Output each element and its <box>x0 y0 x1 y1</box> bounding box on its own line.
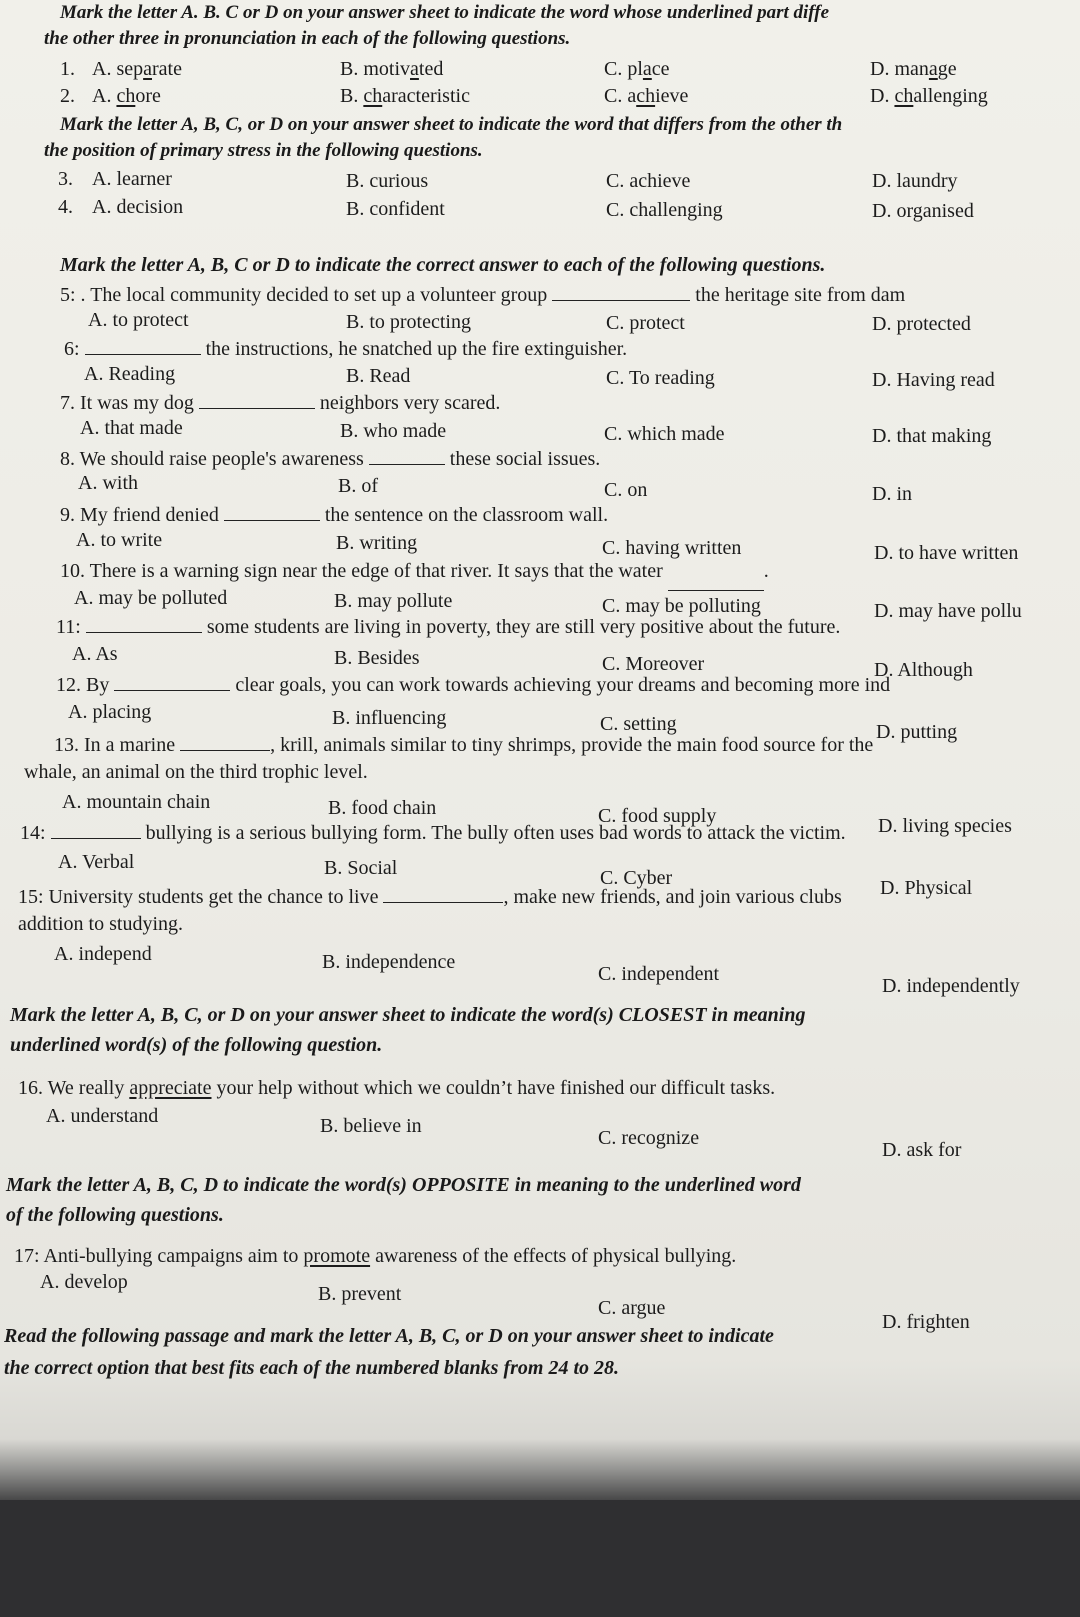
q7-option-b: B. who made <box>340 420 447 442</box>
underlined-part: a <box>143 58 152 80</box>
q2-option-b <box>340 84 470 108</box>
answer-blank <box>199 390 315 409</box>
q6-option-b: B. Read <box>346 365 411 387</box>
q12-option-d: D. putting <box>876 721 958 743</box>
q10-option-a: A. may be polluted <box>74 587 228 609</box>
opt-text: D. <box>870 85 895 107</box>
q4-number: 4. <box>58 196 73 218</box>
stem-text: 8. We should raise people's awareness <box>60 448 364 470</box>
q14-option-c: C. Cyber <box>600 867 673 889</box>
opt-text: C. pl <box>604 58 643 80</box>
q8-option-a: A. with <box>78 472 138 494</box>
opt-text: A. sep <box>92 58 144 80</box>
q13-option-a: A. mountain chain <box>62 791 211 813</box>
q11-option-a: A. As <box>72 643 118 665</box>
q13-stem-line2: whale, an animal on the third trophic level. <box>24 761 368 783</box>
stem-text: 10. There is a warning sign near the edge of that river. It says that the water <box>60 560 663 582</box>
q2-option-d <box>870 84 988 108</box>
underlined-part: ch <box>116 85 136 107</box>
opt-text: ieve <box>655 85 689 107</box>
underlined-part: a <box>642 58 652 80</box>
q8-stem <box>60 446 600 471</box>
stem-text: 9. My friend denied <box>60 504 219 526</box>
underlined-part: a <box>410 58 419 80</box>
instruction-line: Mark the letter A, B, C, or D on your answer sheet to indicate the word that differs from the other th <box>60 114 843 135</box>
q8-option-b: B. of <box>338 475 378 497</box>
q12-option-c: C. setting <box>600 713 677 735</box>
q17-stem <box>14 1244 736 1268</box>
q15-option-c: C. independent <box>598 963 720 985</box>
q5-option-b: B. to protecting <box>346 311 471 333</box>
q10-option-c: C. may be polluting <box>602 595 761 617</box>
instruction-line: Mark the letter A. B. C or D on your answer sheet to indicate the word whose underlined part diffe <box>60 2 830 23</box>
stem-text: , krill, animals similar to tiny shrimps, provide the main food source for the <box>270 734 874 756</box>
q17-option-c: C. argue <box>598 1297 666 1319</box>
instruction-line: of the following questions. <box>6 1204 224 1226</box>
q15-stem-line2: addition to studying. <box>18 913 183 935</box>
instruction-closest-meaning <box>10 1000 1070 1060</box>
dark-background-edge <box>0 1500 1080 1617</box>
q5-option-a: A. to protect <box>88 309 189 331</box>
q17-option-b: B. prevent <box>318 1283 402 1305</box>
stem-text: 11: <box>56 616 81 638</box>
underlined-part: ch <box>363 85 383 107</box>
stem-text: the sentence on the classroom wall. <box>324 504 609 526</box>
instruction-opposite-meaning <box>6 1170 1066 1230</box>
underlined-part: ch <box>636 85 656 107</box>
q13-stem <box>54 732 873 757</box>
q16-stem <box>18 1076 775 1100</box>
q10-option-d: D. may have pollu <box>874 600 1022 622</box>
opt-text: B. motiv <box>340 58 411 80</box>
q7-option-a: A. that made <box>80 417 183 439</box>
q12-option-a: A. placing <box>68 701 152 723</box>
q14-option-a: A. Verbal <box>58 851 135 873</box>
q11-option-c: C. Moreover <box>602 653 705 675</box>
answer-blank <box>668 572 764 591</box>
opt-text: C. a <box>604 85 637 107</box>
stem-text: the heritage site from dam <box>695 284 906 306</box>
q8-option-d: D. in <box>872 483 912 505</box>
q15-option-d: D. independently <box>882 975 1020 997</box>
underlined-part: a <box>928 58 938 80</box>
instruction-line: the correct option that best fits each of the numbered blanks from 24 to 28. <box>4 1357 620 1379</box>
stem-text: 12. By <box>56 674 110 696</box>
stem-text: 15: University students get the chance to live <box>18 886 379 908</box>
q13-option-b: B. food chain <box>328 797 437 819</box>
q9-option-a: A. to write <box>76 529 163 551</box>
answer-blank <box>224 502 320 521</box>
stem-text: 6: <box>64 338 80 360</box>
instruction-line: Mark the letter A, B, C or D to indicate the correct answer to each of the following questions. <box>60 254 826 276</box>
q1-option-a <box>92 57 182 81</box>
q3-option-d: D. laundry <box>872 170 958 192</box>
opt-text: ore <box>135 85 161 107</box>
stem-text: , make new friends, and join various clubs <box>503 886 842 908</box>
q5-option-c: C. protect <box>606 312 685 334</box>
q11-option-d: D. Although <box>874 659 973 681</box>
stem-text: 16. We really <box>18 1077 130 1099</box>
instruction-line: the other three in pronunciation in each of the following questions. <box>44 28 571 49</box>
instruction-line: Read the following passage and mark the letter A, B, C, or D on your answer sheet to indicate <box>4 1325 774 1347</box>
q1-option-d <box>870 57 957 81</box>
answer-blank <box>383 884 503 903</box>
q12-stem <box>56 672 890 697</box>
q15-stem <box>18 884 842 909</box>
answer-blank <box>114 672 230 691</box>
instruction-line: underlined word(s) of the following question. <box>10 1034 383 1056</box>
stem-text: bullying is a serious bullying form. The bully often uses bad words to attack the victim. <box>145 822 846 844</box>
q9-stem <box>60 502 608 527</box>
q4-option-a: A. decision <box>92 196 184 218</box>
instruction-line: Mark the letter A, B, C, D to indicate the word(s) OPPOSITE in meaning to the underlined word <box>6 1174 801 1196</box>
q6-option-d: D. Having read <box>872 369 995 391</box>
q1-option-b <box>340 57 443 81</box>
q2-option-a <box>92 84 161 108</box>
q4-option-b: B. confident <box>346 198 445 220</box>
stem-text: some students are living in poverty, they are still very positive about the future. <box>206 616 841 638</box>
stem-text: . <box>763 560 769 582</box>
q7-option-d: D. that making <box>872 425 992 447</box>
q10-option-b: B. may pollute <box>334 590 453 612</box>
q16-option-a: A. understand <box>46 1105 159 1127</box>
q14-option-d: D. Physical <box>880 877 973 899</box>
opt-text: ted <box>418 58 444 80</box>
q1-number: 1. <box>60 58 75 80</box>
q4-option-c: C. challenging <box>606 199 723 221</box>
answer-blank <box>180 732 270 751</box>
q6-option-c: C. To reading <box>606 367 715 389</box>
q14-stem <box>20 820 846 845</box>
q5-option-d: D. protected <box>872 313 971 335</box>
stem-text: the instructions, he snatched up the fire extinguisher. <box>205 338 628 360</box>
stem-text: 17: Anti-bullying campaigns aim to <box>14 1245 304 1267</box>
opt-text: A. <box>92 85 117 107</box>
instruction-line: Mark the letter A, B, C, or D on your answer sheet to indicate the word(s) CLOSEST in meaning <box>10 1004 806 1026</box>
opt-text: D. man <box>870 58 929 80</box>
stem-text: 7. It was my dog <box>60 392 194 414</box>
q11-stem <box>56 614 840 639</box>
stem-text: clear goals, you can work towards achieving your dreams and becoming more ind <box>235 674 891 696</box>
opt-text: rate <box>152 58 182 80</box>
answer-blank <box>369 446 445 465</box>
q11-option-b: B. Besides <box>334 647 420 669</box>
q16-option-d: D. ask for <box>882 1139 962 1161</box>
q4-option-d: D. organised <box>872 200 974 222</box>
underlined-part: ch <box>894 85 914 107</box>
q13-option-d: D. living species <box>878 815 1012 837</box>
stem-text: 13. In a marine <box>54 734 176 756</box>
stem-text: neighbors very scared. <box>319 392 501 414</box>
stem-text: your help without which we couldn’t have finished our difficult tasks. <box>211 1077 776 1099</box>
q3-option-b: B. curious <box>346 170 429 192</box>
q7-stem <box>60 390 500 415</box>
q9-option-b: B. writing <box>336 532 418 554</box>
instruction-read-passage <box>4 1320 1064 1384</box>
instruction-correct-answer <box>60 252 1080 278</box>
q13-option-c: C. food supply <box>598 805 717 827</box>
q3-option-c: C. achieve <box>606 170 691 192</box>
q2-option-c <box>604 84 688 108</box>
q5-stem <box>60 282 905 307</box>
stem-text: 5: . The local community decided to set up a volunteer group <box>60 284 548 306</box>
q8-option-c: C. on <box>604 479 648 501</box>
opt-text: aracteristic <box>382 85 470 107</box>
opt-text: ce <box>651 58 670 80</box>
answer-blank <box>85 336 201 355</box>
q2-number: 2. <box>60 85 75 107</box>
q17-option-d: D. frighten <box>882 1311 970 1333</box>
q9-option-d: D. to have written <box>874 542 1019 564</box>
q15-option-b: B. independence <box>322 951 456 973</box>
stem-text: these social issues. <box>449 448 601 470</box>
answer-blank <box>552 282 690 301</box>
q16-option-c: C. recognize <box>598 1127 700 1149</box>
q16-option-b: B. believe in <box>320 1115 422 1137</box>
q12-option-b: B. influencing <box>332 707 447 729</box>
q6-option-a: A. Reading <box>84 363 176 385</box>
opt-text: B. <box>340 85 364 107</box>
q3-option-a: A. learner <box>92 168 172 190</box>
q3-number: 3. <box>58 168 73 190</box>
stem-text: 14: <box>20 822 46 844</box>
q1-option-c <box>604 57 670 81</box>
underlined-word: promote <box>303 1245 371 1267</box>
opt-text: allenging <box>913 85 988 107</box>
q15-option-a: A. independ <box>54 943 152 965</box>
q9-option-c: C. having written <box>602 537 742 559</box>
q17-option-a: A. develop <box>40 1271 128 1293</box>
instruction-line: the position of primary stress in the following questions. <box>44 140 483 161</box>
underlined-word: appreciate <box>129 1077 212 1099</box>
answer-blank <box>86 614 202 633</box>
q14-option-b: B. Social <box>324 857 398 879</box>
q6-stem <box>64 336 627 361</box>
instruction-stress <box>44 112 1080 164</box>
q7-option-c: C. which made <box>604 423 725 445</box>
instruction-pronunciation <box>44 0 1080 52</box>
answer-blank <box>51 820 141 839</box>
opt-text: ge <box>937 58 957 80</box>
stem-text: awareness of the effects of physical bullying. <box>370 1245 737 1267</box>
q10-stem <box>60 558 769 583</box>
